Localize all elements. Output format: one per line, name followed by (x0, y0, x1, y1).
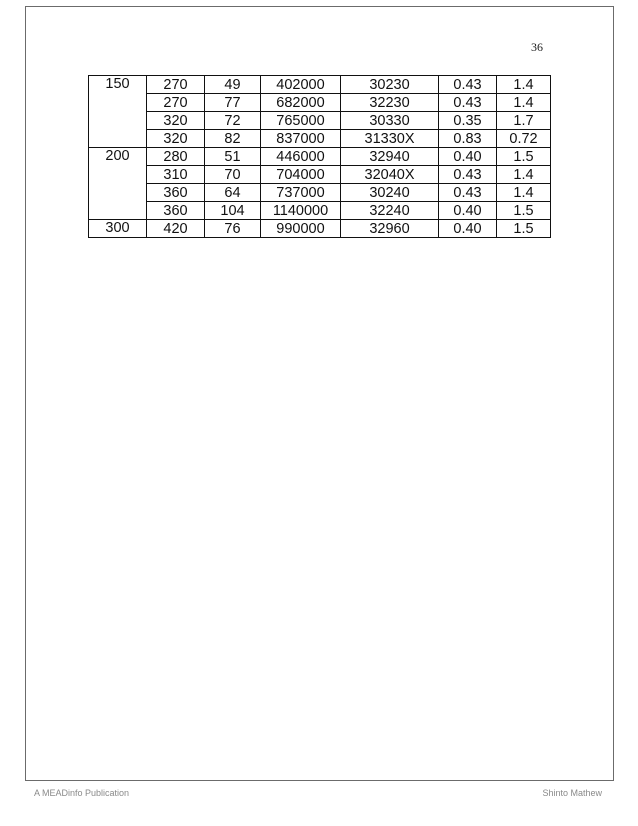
table-cell: 1.5 (497, 148, 551, 166)
table-cell: 1.7 (497, 112, 551, 130)
table-cell: 270 (147, 76, 205, 94)
table-row (89, 76, 551, 94)
table-cell: 0.72 (497, 130, 551, 148)
table-cell: 765000 (261, 112, 341, 130)
table-cell: 310 (147, 166, 205, 184)
group-label-cell: 300 (89, 220, 147, 238)
table-cell: 76 (205, 220, 261, 238)
table-cell: 0.43 (439, 166, 497, 184)
table-cell: 0.40 (439, 202, 497, 220)
table-cell: 704000 (261, 166, 341, 184)
table-cell: 0.43 (439, 94, 497, 112)
table-cell: 30240 (341, 184, 439, 202)
table-cell: 0.40 (439, 220, 497, 238)
table-cell: 70 (205, 166, 261, 184)
table-row (89, 184, 551, 202)
table-cell: 0.40 (439, 148, 497, 166)
group-label-cell: 200 (89, 148, 147, 220)
table-cell: 49 (205, 76, 261, 94)
table-cell: 0.43 (439, 76, 497, 94)
table-cell: 737000 (261, 184, 341, 202)
table-row (89, 148, 551, 166)
table-cell: 990000 (261, 220, 341, 238)
table-body (89, 76, 551, 238)
group-label-cell: 150 (89, 76, 147, 148)
table-cell: 446000 (261, 148, 341, 166)
table-row (89, 220, 551, 238)
table-cell: 280 (147, 148, 205, 166)
table-cell: 30230 (341, 76, 439, 94)
table-cell: 320 (147, 130, 205, 148)
table-cell: 0.43 (439, 184, 497, 202)
table-cell: 72 (205, 112, 261, 130)
footer-publisher: A MEADinfo Publication (34, 788, 130, 798)
table-cell: 32960 (341, 220, 439, 238)
table-row (89, 166, 551, 184)
table-cell: 837000 (261, 130, 341, 148)
table-row (89, 94, 551, 112)
table-cell: 82 (205, 130, 261, 148)
table-cell: 32040X (341, 166, 439, 184)
table-cell: 64 (205, 184, 261, 202)
table-cell: 51 (205, 148, 261, 166)
data-table (88, 75, 551, 238)
table-cell: 1.4 (497, 166, 551, 184)
table-cell: 682000 (261, 94, 341, 112)
table-cell: 420 (147, 220, 205, 238)
table-cell: 1.5 (497, 202, 551, 220)
table-cell: 320 (147, 112, 205, 130)
table-cell: 360 (147, 184, 205, 202)
table-cell: 31330X (341, 130, 439, 148)
table-cell: 1.4 (497, 94, 551, 112)
table-cell: 32940 (341, 148, 439, 166)
table-cell: 32230 (341, 94, 439, 112)
table-cell: 32240 (341, 202, 439, 220)
table-row (89, 112, 551, 130)
footer-author: Shinto Mathew (542, 788, 602, 798)
table-cell: 360 (147, 202, 205, 220)
table-cell: 1.5 (497, 220, 551, 238)
table-cell: 104 (205, 202, 261, 220)
table-cell: 0.83 (439, 130, 497, 148)
page-number: 36 (531, 40, 543, 54)
table-cell: 1140000 (261, 202, 341, 220)
table-row (89, 130, 551, 148)
table-cell: 1.4 (497, 76, 551, 94)
table-cell: 270 (147, 94, 205, 112)
table-cell: 1.4 (497, 184, 551, 202)
table-cell: 30330 (341, 112, 439, 130)
table-row (89, 202, 551, 220)
table-cell: 77 (205, 94, 261, 112)
table-cell: 0.35 (439, 112, 497, 130)
table-cell: 402000 (261, 76, 341, 94)
